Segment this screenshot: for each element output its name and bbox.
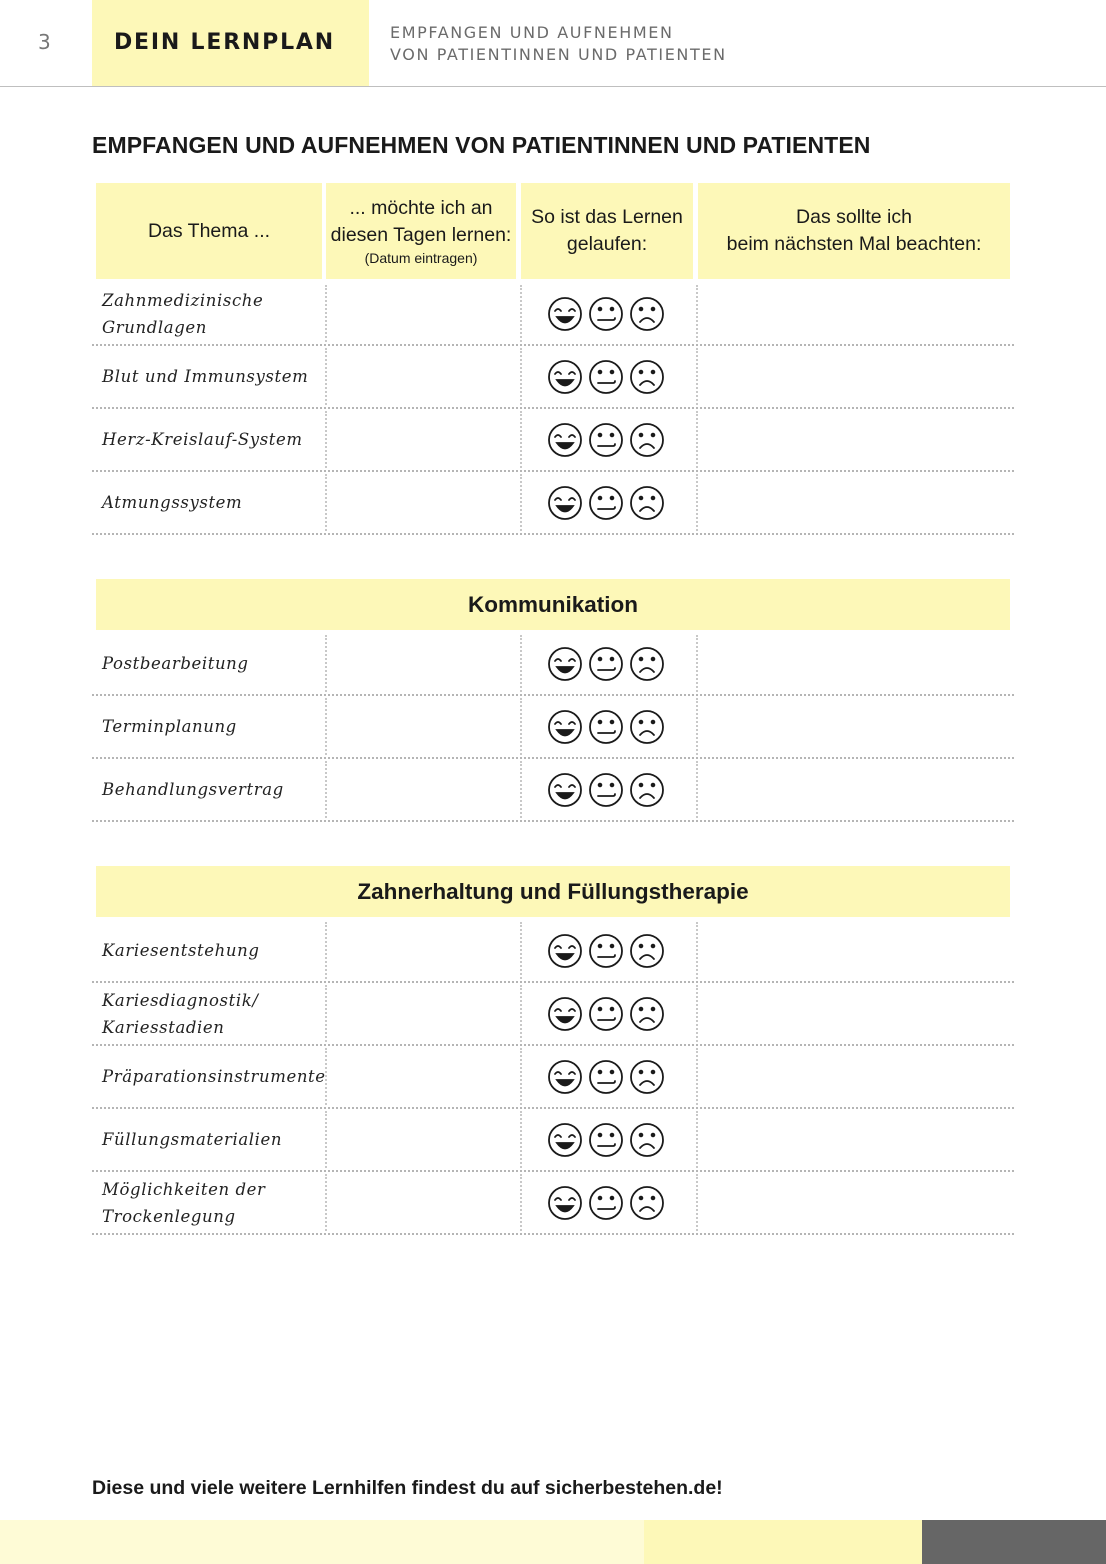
topic-text (102, 776, 284, 803)
sad-face-icon[interactable] (631, 711, 663, 743)
happy-face-icon[interactable] (549, 711, 581, 743)
footer-bar-light (0, 1520, 644, 1564)
rating-cell (548, 996, 666, 1032)
topic-text (102, 1126, 282, 1153)
table-row (92, 283, 1014, 346)
sad-face-icon[interactable] (631, 1187, 663, 1219)
date-entry-cell[interactable] (328, 1172, 518, 1233)
topic-line-1: Postbearbeitung (102, 654, 249, 673)
happy-face-icon[interactable] (549, 774, 581, 806)
table-row (92, 1109, 1014, 1172)
topic-line-1: Terminplanung (102, 717, 237, 736)
topic-label (102, 633, 312, 694)
topic-line-1: Kariesentstehung (102, 941, 260, 960)
date-entry-cell[interactable] (328, 1046, 518, 1107)
header-subtitle-line1: EMPFANGEN UND AUFNEHMEN (390, 23, 674, 42)
header-subtitle (390, 22, 727, 66)
happy-face-icon[interactable] (549, 298, 581, 330)
column-header-notes-line2: beim nächsten Mal beachten: (726, 233, 982, 255)
footer-text: Diese und viele weitere Lernhilfen findest du auf sicherbestehen.de! (92, 1477, 723, 1499)
notes-entry-cell[interactable] (699, 409, 1009, 470)
neutral-face-icon[interactable] (590, 998, 622, 1030)
column-divider (520, 1174, 522, 1231)
column-divider (520, 635, 522, 692)
notes-entry-cell[interactable] (699, 346, 1009, 407)
table-row (92, 759, 1014, 822)
table-row (92, 1172, 1014, 1235)
rating-faces (548, 1059, 666, 1095)
topic-line-1: Behandlungsvertrag (102, 780, 284, 799)
table-row (92, 920, 1014, 983)
topic-line-1: Möglichkeiten der (102, 1179, 266, 1199)
topic-line-1: Füllungsmaterialien (102, 1130, 283, 1149)
happy-face-icon[interactable] (549, 1124, 581, 1156)
neutral-face-icon[interactable] (590, 298, 622, 330)
topic-line-1: Kariesdiagnostik/ (102, 990, 259, 1010)
neutral-face-icon[interactable] (590, 361, 622, 393)
date-entry-cell[interactable] (328, 920, 518, 981)
column-divider (325, 761, 327, 818)
topic-label (102, 983, 312, 1044)
sad-face-icon[interactable] (631, 774, 663, 806)
notes-entry-cell[interactable] (699, 759, 1009, 820)
column-divider (325, 1111, 327, 1168)
rating-faces (548, 359, 666, 395)
page-number: 3 (38, 30, 51, 54)
rating-cell (548, 359, 666, 395)
date-entry-cell[interactable] (328, 759, 518, 820)
happy-face-icon[interactable] (549, 1187, 581, 1219)
section-header: Zahnerhaltung und Füllungstherapie (96, 866, 1010, 917)
notes-entry-cell[interactable] (699, 696, 1009, 757)
rating-cell (548, 422, 666, 458)
rating-cell (548, 709, 666, 745)
date-entry-cell[interactable] (328, 696, 518, 757)
date-entry-cell[interactable] (328, 409, 518, 470)
column-divider (520, 285, 522, 342)
rating-cell (548, 933, 666, 969)
sad-face-icon[interactable] (631, 648, 663, 680)
column-header-dates-line2: diesen Tagen lernen: (330, 224, 512, 246)
column-divider (696, 1174, 698, 1231)
notes-entry-cell[interactable] (699, 633, 1009, 694)
rating-faces (548, 422, 666, 458)
topic-label (102, 696, 312, 757)
date-entry-cell[interactable] (328, 983, 518, 1044)
topic-label (102, 759, 312, 820)
column-divider (520, 474, 522, 531)
column-header-notes (698, 183, 1010, 279)
column-header-dates (326, 183, 516, 279)
notes-entry-cell[interactable] (699, 1109, 1009, 1170)
column-header-dates-line1: ... möchte ich an (349, 197, 493, 219)
notes-entry-cell[interactable] (699, 472, 1009, 533)
footer-bar-dark (922, 1520, 1106, 1564)
topic-text (102, 489, 242, 516)
column-divider (696, 411, 698, 468)
sad-face-icon[interactable] (631, 298, 663, 330)
notes-entry-cell[interactable] (699, 283, 1009, 344)
rating-cell (548, 485, 666, 521)
neutral-face-icon[interactable] (590, 935, 622, 967)
rating-faces (548, 996, 666, 1032)
header-title-box (92, 0, 369, 86)
footer-bar-mid (644, 1520, 922, 1564)
column-divider (325, 985, 327, 1042)
topic-line-1: Herz-Kreislauf-System (102, 430, 303, 449)
happy-face-icon[interactable] (549, 361, 581, 393)
topic-text (102, 363, 308, 390)
topic-line-2: Trockenlegung (102, 1206, 236, 1226)
rating-faces (548, 709, 666, 745)
topic-text (102, 987, 259, 1041)
table-row (92, 633, 1014, 696)
column-divider (325, 698, 327, 755)
date-entry-cell[interactable] (328, 283, 518, 344)
notes-entry-cell[interactable] (699, 920, 1009, 981)
column-divider (520, 1048, 522, 1105)
column-divider (696, 285, 698, 342)
rating-faces (548, 296, 666, 332)
column-divider (696, 761, 698, 818)
column-divider (696, 985, 698, 1042)
neutral-face-icon[interactable] (590, 1061, 622, 1093)
topic-line-1: Zahnmedizinische (102, 290, 264, 310)
date-entry-cell[interactable] (328, 472, 518, 533)
rating-cell (548, 1185, 666, 1221)
column-divider (325, 285, 327, 342)
happy-face-icon[interactable] (549, 1061, 581, 1093)
neutral-face-icon[interactable] (590, 648, 622, 680)
topic-text (102, 1176, 266, 1230)
sad-face-icon[interactable] (631, 935, 663, 967)
happy-face-icon[interactable] (549, 998, 581, 1030)
rating-cell (548, 646, 666, 682)
notes-entry-cell[interactable] (699, 1172, 1009, 1233)
table-row (92, 409, 1014, 472)
neutral-face-icon[interactable] (590, 1187, 622, 1219)
column-header-dates-note: (Datum eintragen) (364, 250, 478, 266)
column-header-result-line2: gelaufen: (566, 233, 648, 255)
column-divider (520, 922, 522, 979)
header-subtitle-line2: VON PATIENTINNEN UND PATIENTEN (390, 45, 727, 64)
rating-faces (548, 772, 666, 808)
column-header-topic (96, 183, 322, 279)
column-header-result-line1: So ist das Lernen (531, 206, 683, 228)
topic-label (102, 283, 312, 344)
column-divider (325, 1174, 327, 1231)
column-header-notes-line1: Das sollte ich (796, 206, 912, 228)
topic-label (102, 1172, 312, 1233)
rating-cell (548, 296, 666, 332)
page-header (0, 0, 1106, 87)
column-divider (520, 698, 522, 755)
notes-entry-cell[interactable] (699, 1046, 1009, 1107)
column-divider (696, 1048, 698, 1105)
table-row (92, 346, 1014, 409)
rating-faces (548, 485, 666, 521)
neutral-face-icon[interactable] (590, 487, 622, 519)
neutral-face-icon[interactable] (590, 424, 622, 456)
column-divider (520, 348, 522, 405)
topic-label (102, 409, 312, 470)
column-divider (520, 761, 522, 818)
neutral-face-icon[interactable] (590, 774, 622, 806)
topic-line-2: Grundlagen (102, 317, 207, 337)
column-divider (520, 411, 522, 468)
table-row (92, 472, 1014, 535)
topic-label (102, 920, 312, 981)
topic-text (102, 426, 303, 453)
column-divider (696, 474, 698, 531)
topic-line-2: Kariesstadien (102, 1017, 225, 1037)
topic-text (102, 650, 249, 677)
column-divider (325, 348, 327, 405)
column-divider (696, 922, 698, 979)
sad-face-icon[interactable] (631, 424, 663, 456)
column-divider (325, 922, 327, 979)
column-divider (696, 698, 698, 755)
neutral-face-icon[interactable] (590, 1124, 622, 1156)
table-row (92, 983, 1014, 1046)
date-entry-cell[interactable] (328, 633, 518, 694)
column-divider (325, 411, 327, 468)
topic-text (102, 1063, 326, 1090)
neutral-face-icon[interactable] (590, 711, 622, 743)
rating-cell (548, 1059, 666, 1095)
rating-faces (548, 933, 666, 969)
happy-face-icon[interactable] (549, 424, 581, 456)
topic-line-1: Präparationsinstrumente (102, 1067, 326, 1086)
sad-face-icon[interactable] (631, 998, 663, 1030)
column-divider (696, 348, 698, 405)
section-header: Kommunikation (96, 579, 1010, 630)
column-divider (696, 635, 698, 692)
column-divider (696, 1111, 698, 1168)
header-title: DEIN LERNPLAN (114, 30, 335, 55)
notes-entry-cell[interactable] (699, 983, 1009, 1044)
topic-text (102, 287, 263, 341)
rating-faces (548, 646, 666, 682)
page-title: EMPFANGEN UND AUFNEHMEN VON PATIENTINNEN UND PATIENTEN (92, 132, 871, 158)
topic-label (102, 1109, 312, 1170)
rating-faces (548, 1122, 666, 1158)
sad-face-icon[interactable] (631, 361, 663, 393)
topic-label (102, 346, 312, 407)
date-entry-cell[interactable] (328, 346, 518, 407)
happy-face-icon[interactable] (549, 648, 581, 680)
date-entry-cell[interactable] (328, 1109, 518, 1170)
table-row (92, 696, 1014, 759)
column-divider (325, 474, 327, 531)
column-header-topic-label: Das Thema ... (147, 219, 271, 242)
topic-text (102, 937, 260, 964)
column-divider (325, 635, 327, 692)
column-divider (520, 985, 522, 1042)
topic-line-1: Atmungssystem (102, 493, 243, 512)
rating-cell (548, 772, 666, 808)
sad-face-icon[interactable] (631, 1061, 663, 1093)
topic-line-1: Blut und Immunsystem (102, 367, 309, 386)
rating-faces (548, 1185, 666, 1221)
happy-face-icon[interactable] (549, 935, 581, 967)
rating-cell (548, 1122, 666, 1158)
topic-label (102, 472, 312, 533)
topic-label (102, 1046, 326, 1107)
column-divider (520, 1111, 522, 1168)
happy-face-icon[interactable] (549, 487, 581, 519)
table-row (92, 1046, 1014, 1109)
column-header-result (521, 183, 693, 279)
sad-face-icon[interactable] (631, 487, 663, 519)
topic-text (102, 713, 237, 740)
sad-face-icon[interactable] (631, 1124, 663, 1156)
